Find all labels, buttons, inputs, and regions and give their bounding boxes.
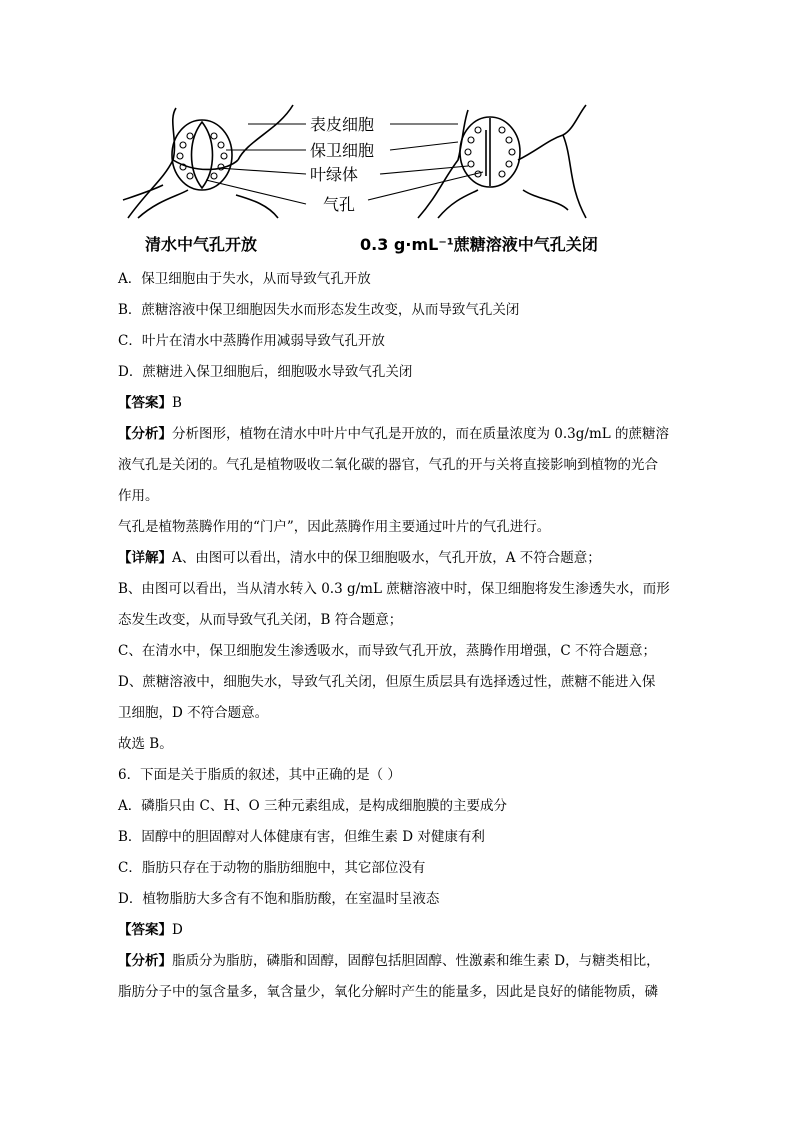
label-guard-cell: 保卫细胞	[310, 141, 375, 160]
answer-tag: 【答案】	[118, 395, 172, 411]
q5-detail-line: 卫细胞，D 不符合题意。	[118, 705, 269, 721]
q5-answer	[118, 388, 683, 419]
stomata-diagram	[118, 100, 618, 230]
q5-detail-line: 态发生改变，从而导致气孔关闭，B 符合题意；	[118, 612, 403, 628]
figure-caption-left: 清水中气孔开放	[145, 235, 258, 254]
q5-option-b: B．蔗糖溶液中保卫细胞因失水而形态发生改变，从而导致气孔关闭	[118, 302, 520, 318]
figure-caption-right: 0.3 g·mL⁻¹蔗糖溶液中气孔关闭	[360, 235, 598, 254]
label-stoma: 气孔	[323, 195, 356, 214]
q5-detail-line: D、蔗糖溶液中，细胞失水，导致气孔关闭，但原生质层具有选择透过性，蔗糖不能进入保	[118, 674, 656, 690]
q5-detail-line: C、在清水中，保卫细胞发生渗透吸水，而导致气孔开放，蒸腾作用增强，C 不符合题意；	[118, 643, 656, 659]
q6-option-c: C．脂肪只存在于动物的脂肪细胞中，其它部位没有	[118, 860, 426, 876]
q6-answer	[118, 915, 683, 946]
detail-tag: 【详解】	[118, 550, 172, 566]
answer-tag: 【答案】	[118, 922, 172, 938]
q5-detail-line: 故选 B。	[118, 736, 173, 752]
q6-option-d: D．植物脂肪大多含有不饱和脂肪酸，在室温时呈液态	[118, 891, 440, 907]
q5-option-d: D．蔗糖进入保卫细胞后，细胞吸水导致气孔关闭	[118, 364, 413, 380]
label-epidermis: 表皮细胞	[310, 115, 375, 134]
document-body	[118, 264, 683, 1008]
q6-option-a: A．磷脂只由 C、H、O 三种元素组成，是构成细胞膜的主要成分	[118, 798, 508, 814]
q5-detail-line: B、由图可以看出，当从清水转入 0.3 g/mL 蔗糖溶液中时，保卫细胞将发生渗透失水，而形	[118, 581, 670, 597]
answer-value: B	[172, 395, 182, 411]
q6-stem: 6．下面是关于脂质的叙述，其中正确的是（ ）	[118, 767, 401, 783]
q5-option-c: C．叶片在清水中蒸腾作用减弱导致气孔开放	[118, 333, 385, 349]
q5-analysis-line: 气孔是植物蒸腾作用的“门户”，因此蒸腾作用主要通过叶片的气孔进行。	[118, 519, 551, 535]
q6-option-b: B．固醇中的胆固醇对人体健康有害，但维生素 D 对健康有利	[118, 829, 485, 845]
label-chloroplast: 叶绿体	[310, 165, 359, 184]
analysis-tag: 【分析】	[118, 426, 172, 442]
q5-option-a: A．保卫细胞由于失水，从而导致气孔开放	[118, 271, 371, 287]
analysis-tag: 【分析】	[118, 953, 172, 969]
q5-analysis-line: 【分析】分析图形，植物在清水中叶片中气孔是开放的，而在质量浓度为 0.3g/mL 的蔗糖溶	[118, 426, 670, 442]
answer-value: D	[172, 922, 183, 938]
q6-analysis-line: 【分析】脂质分为脂肪，磷脂和固醇，固醇包括胆固醇、性激素和维生素 D，与糖类相比，	[118, 953, 660, 969]
q5-analysis-line: 液气孔是关闭的。气孔是植物吸收二氧化碳的器官，气孔的开与关将直接影响到植物的光合	[118, 457, 658, 473]
q5-detail-line: 【详解】A、由图可以看出，清水中的保卫细胞吸水，气孔开放，A 不符合题意；	[118, 550, 601, 566]
q6-analysis-line: 脂肪分子中的氢含量多，氧含量少，氧化分解时产生的能量多，因此是良好的储能物质，磷	[118, 984, 658, 1000]
q5-analysis-line: 作用。	[118, 488, 159, 504]
